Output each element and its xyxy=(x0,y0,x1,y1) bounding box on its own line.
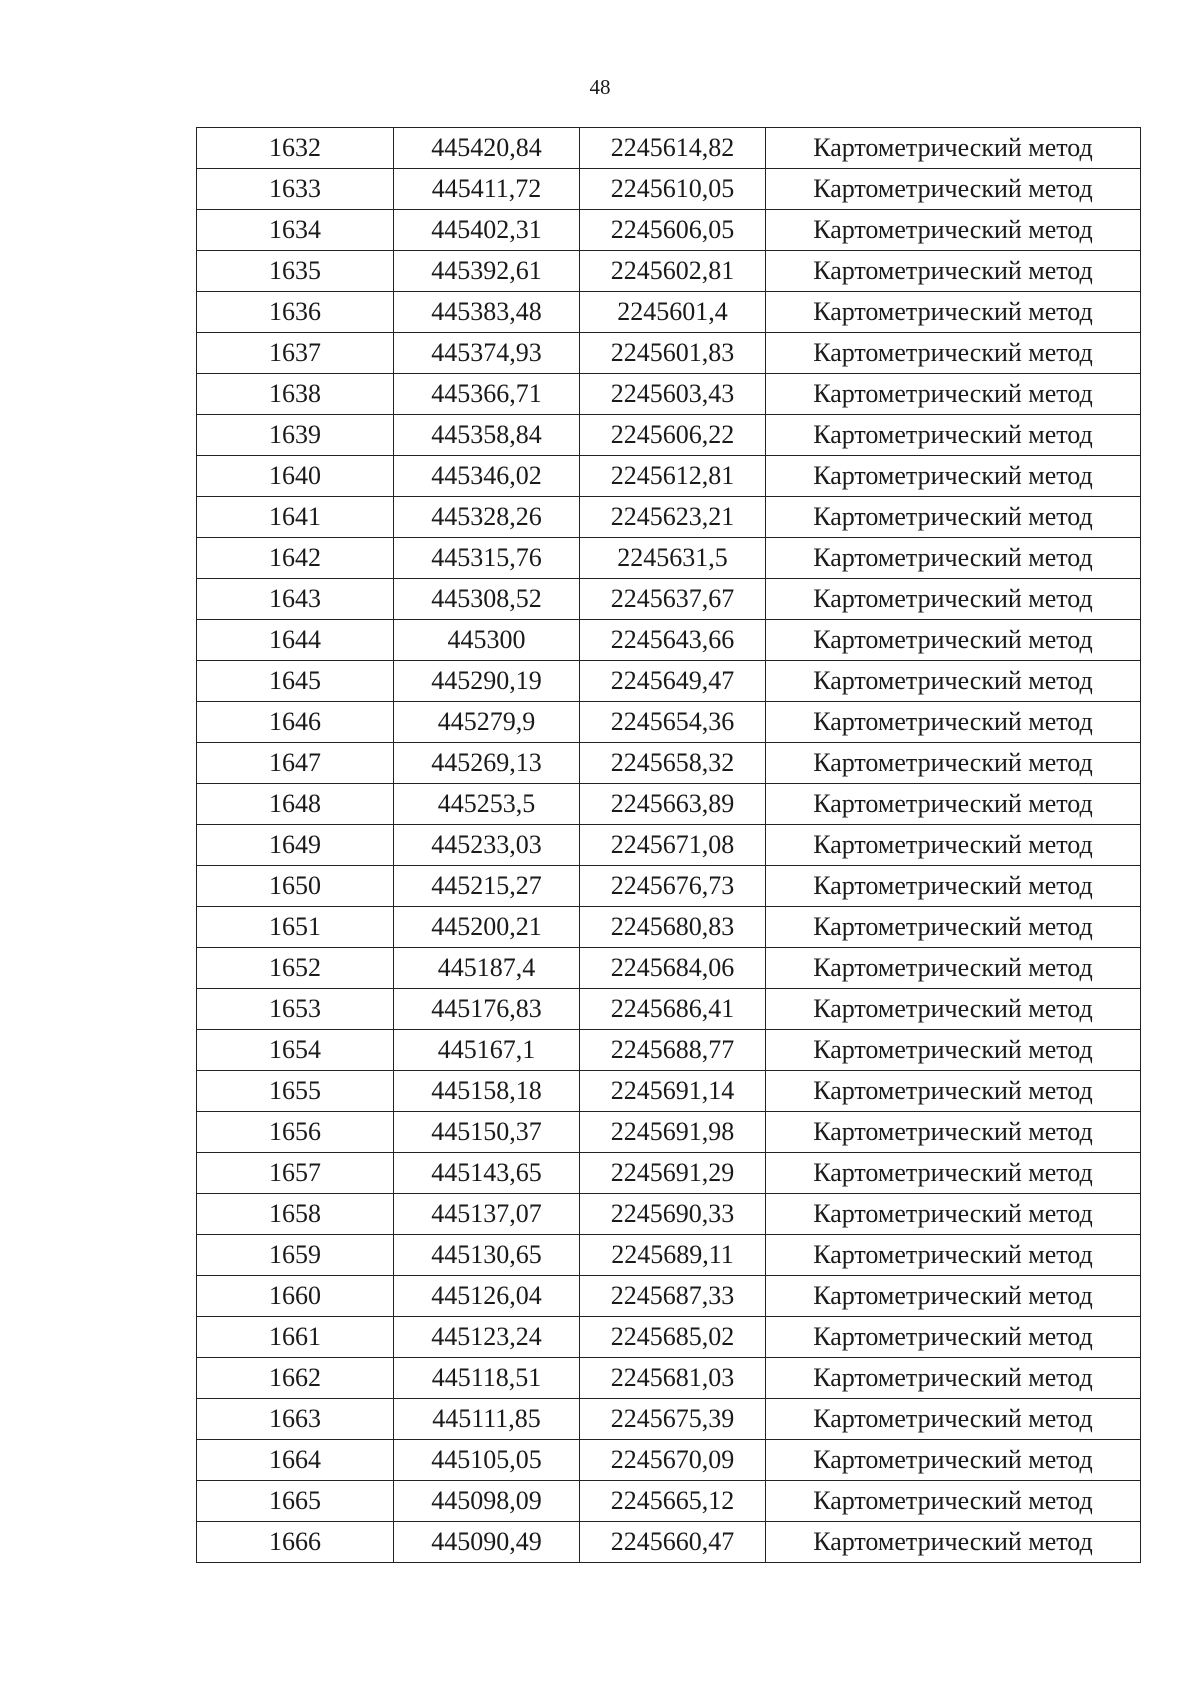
x-coordinate-cell: 445300 xyxy=(394,620,580,661)
y-coordinate-cell: 2245601,4 xyxy=(580,292,766,333)
method-cell: Картометрический метод xyxy=(766,333,1141,374)
y-coordinate-cell: 2245688,77 xyxy=(580,1030,766,1071)
table-row xyxy=(197,1153,1141,1194)
method-cell: Картометрический метод xyxy=(766,497,1141,538)
point-number-cell: 1660 xyxy=(197,1276,394,1317)
x-coordinate-cell: 445358,84 xyxy=(394,415,580,456)
point-number-cell: 1648 xyxy=(197,784,394,825)
method-cell: Картометрический метод xyxy=(766,866,1141,907)
table-row xyxy=(197,866,1141,907)
method-cell: Картометрический метод xyxy=(766,579,1141,620)
method-cell: Картометрический метод xyxy=(766,1358,1141,1399)
x-coordinate-cell: 445290,19 xyxy=(394,661,580,702)
y-coordinate-cell: 2245601,83 xyxy=(580,333,766,374)
y-coordinate-cell: 2245665,12 xyxy=(580,1481,766,1522)
y-coordinate-cell: 2245649,47 xyxy=(580,661,766,702)
method-cell: Картометрический метод xyxy=(766,538,1141,579)
x-coordinate-cell: 445130,65 xyxy=(394,1235,580,1276)
point-number-cell: 1645 xyxy=(197,661,394,702)
method-cell: Картометрический метод xyxy=(766,907,1141,948)
point-number-cell: 1642 xyxy=(197,538,394,579)
y-coordinate-cell: 2245690,33 xyxy=(580,1194,766,1235)
y-coordinate-cell: 2245610,05 xyxy=(580,169,766,210)
coordinates-table xyxy=(196,127,1141,1563)
table-row xyxy=(197,1030,1141,1071)
x-coordinate-cell: 445315,76 xyxy=(394,538,580,579)
x-coordinate-cell: 445118,51 xyxy=(394,1358,580,1399)
table-row xyxy=(197,1235,1141,1276)
table-row xyxy=(197,620,1141,661)
y-coordinate-cell: 2245654,36 xyxy=(580,702,766,743)
table-row xyxy=(197,579,1141,620)
point-number-cell: 1662 xyxy=(197,1358,394,1399)
point-number-cell: 1639 xyxy=(197,415,394,456)
method-cell: Картометрический метод xyxy=(766,1112,1141,1153)
y-coordinate-cell: 2245676,73 xyxy=(580,866,766,907)
point-number-cell: 1641 xyxy=(197,497,394,538)
table-row xyxy=(197,743,1141,784)
point-number-cell: 1663 xyxy=(197,1399,394,1440)
table-row xyxy=(197,948,1141,989)
y-coordinate-cell: 2245686,41 xyxy=(580,989,766,1030)
y-coordinate-cell: 2245614,82 xyxy=(580,128,766,169)
method-cell: Картометрический метод xyxy=(766,1440,1141,1481)
y-coordinate-cell: 2245602,81 xyxy=(580,251,766,292)
table-row xyxy=(197,1522,1141,1563)
table-row xyxy=(197,702,1141,743)
x-coordinate-cell: 445215,27 xyxy=(394,866,580,907)
table-row xyxy=(197,292,1141,333)
x-coordinate-cell: 445253,5 xyxy=(394,784,580,825)
table-row xyxy=(197,661,1141,702)
method-cell: Картометрический метод xyxy=(766,169,1141,210)
method-cell: Картометрический метод xyxy=(766,1030,1141,1071)
page-number: 48 xyxy=(589,75,611,99)
method-cell: Картометрический метод xyxy=(766,1071,1141,1112)
x-coordinate-cell: 445420,84 xyxy=(394,128,580,169)
method-cell: Картометрический метод xyxy=(766,1522,1141,1563)
point-number-cell: 1646 xyxy=(197,702,394,743)
method-cell: Картометрический метод xyxy=(766,702,1141,743)
point-number-cell: 1659 xyxy=(197,1235,394,1276)
x-coordinate-cell: 445098,09 xyxy=(394,1481,580,1522)
method-cell: Картометрический метод xyxy=(766,1235,1141,1276)
point-number-cell: 1635 xyxy=(197,251,394,292)
table-row xyxy=(197,374,1141,415)
method-cell: Картометрический метод xyxy=(766,1317,1141,1358)
table-row xyxy=(197,907,1141,948)
table-row xyxy=(197,456,1141,497)
method-cell: Картометрический метод xyxy=(766,128,1141,169)
method-cell: Картометрический метод xyxy=(766,1153,1141,1194)
table-row xyxy=(197,1440,1141,1481)
method-cell: Картометрический метод xyxy=(766,989,1141,1030)
y-coordinate-cell: 2245671,08 xyxy=(580,825,766,866)
method-cell: Картометрический метод xyxy=(766,374,1141,415)
x-coordinate-cell: 445126,04 xyxy=(394,1276,580,1317)
point-number-cell: 1652 xyxy=(197,948,394,989)
y-coordinate-cell: 2245681,03 xyxy=(580,1358,766,1399)
coordinates-table-body xyxy=(197,128,1141,1563)
y-coordinate-cell: 2245680,83 xyxy=(580,907,766,948)
table-row xyxy=(197,1071,1141,1112)
y-coordinate-cell: 2245658,32 xyxy=(580,743,766,784)
point-number-cell: 1632 xyxy=(197,128,394,169)
method-cell: Картометрический метод xyxy=(766,210,1141,251)
x-coordinate-cell: 445411,72 xyxy=(394,169,580,210)
y-coordinate-cell: 2245691,29 xyxy=(580,1153,766,1194)
table-row xyxy=(197,1317,1141,1358)
point-number-cell: 1650 xyxy=(197,866,394,907)
x-coordinate-cell: 445402,31 xyxy=(394,210,580,251)
point-number-cell: 1658 xyxy=(197,1194,394,1235)
method-cell: Картометрический метод xyxy=(766,784,1141,825)
y-coordinate-cell: 2245689,11 xyxy=(580,1235,766,1276)
y-coordinate-cell: 2245684,06 xyxy=(580,948,766,989)
table-row xyxy=(197,128,1141,169)
y-coordinate-cell: 2245663,89 xyxy=(580,784,766,825)
point-number-cell: 1640 xyxy=(197,456,394,497)
point-number-cell: 1666 xyxy=(197,1522,394,1563)
point-number-cell: 1654 xyxy=(197,1030,394,1071)
table-row xyxy=(197,1358,1141,1399)
y-coordinate-cell: 2245606,05 xyxy=(580,210,766,251)
method-cell: Картометрический метод xyxy=(766,825,1141,866)
point-number-cell: 1637 xyxy=(197,333,394,374)
point-number-cell: 1655 xyxy=(197,1071,394,1112)
x-coordinate-cell: 445187,4 xyxy=(394,948,580,989)
table-row xyxy=(197,1194,1141,1235)
table-row xyxy=(197,784,1141,825)
table-row xyxy=(197,333,1141,374)
table-row xyxy=(197,825,1141,866)
y-coordinate-cell: 2245643,66 xyxy=(580,620,766,661)
point-number-cell: 1647 xyxy=(197,743,394,784)
table-row xyxy=(197,415,1141,456)
y-coordinate-cell: 2245660,47 xyxy=(580,1522,766,1563)
y-coordinate-cell: 2245691,14 xyxy=(580,1071,766,1112)
point-number-cell: 1643 xyxy=(197,579,394,620)
y-coordinate-cell: 2245670,09 xyxy=(580,1440,766,1481)
x-coordinate-cell: 445176,83 xyxy=(394,989,580,1030)
point-number-cell: 1653 xyxy=(197,989,394,1030)
method-cell: Картометрический метод xyxy=(766,1194,1141,1235)
x-coordinate-cell: 445200,21 xyxy=(394,907,580,948)
y-coordinate-cell: 2245637,67 xyxy=(580,579,766,620)
method-cell: Картометрический метод xyxy=(766,1399,1141,1440)
x-coordinate-cell: 445143,65 xyxy=(394,1153,580,1194)
y-coordinate-cell: 2245687,33 xyxy=(580,1276,766,1317)
x-coordinate-cell: 445150,37 xyxy=(394,1112,580,1153)
table-row xyxy=(197,538,1141,579)
x-coordinate-cell: 445308,52 xyxy=(394,579,580,620)
x-coordinate-cell: 445392,61 xyxy=(394,251,580,292)
point-number-cell: 1664 xyxy=(197,1440,394,1481)
x-coordinate-cell: 445383,48 xyxy=(394,292,580,333)
x-coordinate-cell: 445279,9 xyxy=(394,702,580,743)
method-cell: Картометрический метод xyxy=(766,415,1141,456)
point-number-cell: 1665 xyxy=(197,1481,394,1522)
x-coordinate-cell: 445233,03 xyxy=(394,825,580,866)
method-cell: Картометрический метод xyxy=(766,620,1141,661)
point-number-cell: 1634 xyxy=(197,210,394,251)
method-cell: Картометрический метод xyxy=(766,1481,1141,1522)
point-number-cell: 1649 xyxy=(197,825,394,866)
x-coordinate-cell: 445269,13 xyxy=(394,743,580,784)
y-coordinate-cell: 2245606,22 xyxy=(580,415,766,456)
table-row xyxy=(197,169,1141,210)
x-coordinate-cell: 445167,1 xyxy=(394,1030,580,1071)
method-cell: Картометрический метод xyxy=(766,743,1141,784)
method-cell: Картометрический метод xyxy=(766,948,1141,989)
table-row xyxy=(197,251,1141,292)
y-coordinate-cell: 2245603,43 xyxy=(580,374,766,415)
table-row xyxy=(197,1112,1141,1153)
x-coordinate-cell: 445111,85 xyxy=(394,1399,580,1440)
y-coordinate-cell: 2245631,5 xyxy=(580,538,766,579)
method-cell: Картометрический метод xyxy=(766,292,1141,333)
point-number-cell: 1656 xyxy=(197,1112,394,1153)
table-row xyxy=(197,210,1141,251)
point-number-cell: 1657 xyxy=(197,1153,394,1194)
x-coordinate-cell: 445328,26 xyxy=(394,497,580,538)
x-coordinate-cell: 445090,49 xyxy=(394,1522,580,1563)
x-coordinate-cell: 445346,02 xyxy=(394,456,580,497)
y-coordinate-cell: 2245612,81 xyxy=(580,456,766,497)
point-number-cell: 1644 xyxy=(197,620,394,661)
y-coordinate-cell: 2245675,39 xyxy=(580,1399,766,1440)
method-cell: Картометрический метод xyxy=(766,456,1141,497)
x-coordinate-cell: 445366,71 xyxy=(394,374,580,415)
point-number-cell: 1661 xyxy=(197,1317,394,1358)
x-coordinate-cell: 445374,93 xyxy=(394,333,580,374)
method-cell: Картометрический метод xyxy=(766,1276,1141,1317)
point-number-cell: 1636 xyxy=(197,292,394,333)
x-coordinate-cell: 445123,24 xyxy=(394,1317,580,1358)
point-number-cell: 1633 xyxy=(197,169,394,210)
x-coordinate-cell: 445105,05 xyxy=(394,1440,580,1481)
y-coordinate-cell: 2245691,98 xyxy=(580,1112,766,1153)
point-number-cell: 1651 xyxy=(197,907,394,948)
table-row xyxy=(197,1276,1141,1317)
x-coordinate-cell: 445137,07 xyxy=(394,1194,580,1235)
method-cell: Картометрический метод xyxy=(766,251,1141,292)
y-coordinate-cell: 2245623,21 xyxy=(580,497,766,538)
table-row xyxy=(197,989,1141,1030)
table-row xyxy=(197,1399,1141,1440)
x-coordinate-cell: 445158,18 xyxy=(394,1071,580,1112)
y-coordinate-cell: 2245685,02 xyxy=(580,1317,766,1358)
point-number-cell: 1638 xyxy=(197,374,394,415)
table-row xyxy=(197,1481,1141,1522)
method-cell: Картометрический метод xyxy=(766,661,1141,702)
table-row xyxy=(197,497,1141,538)
